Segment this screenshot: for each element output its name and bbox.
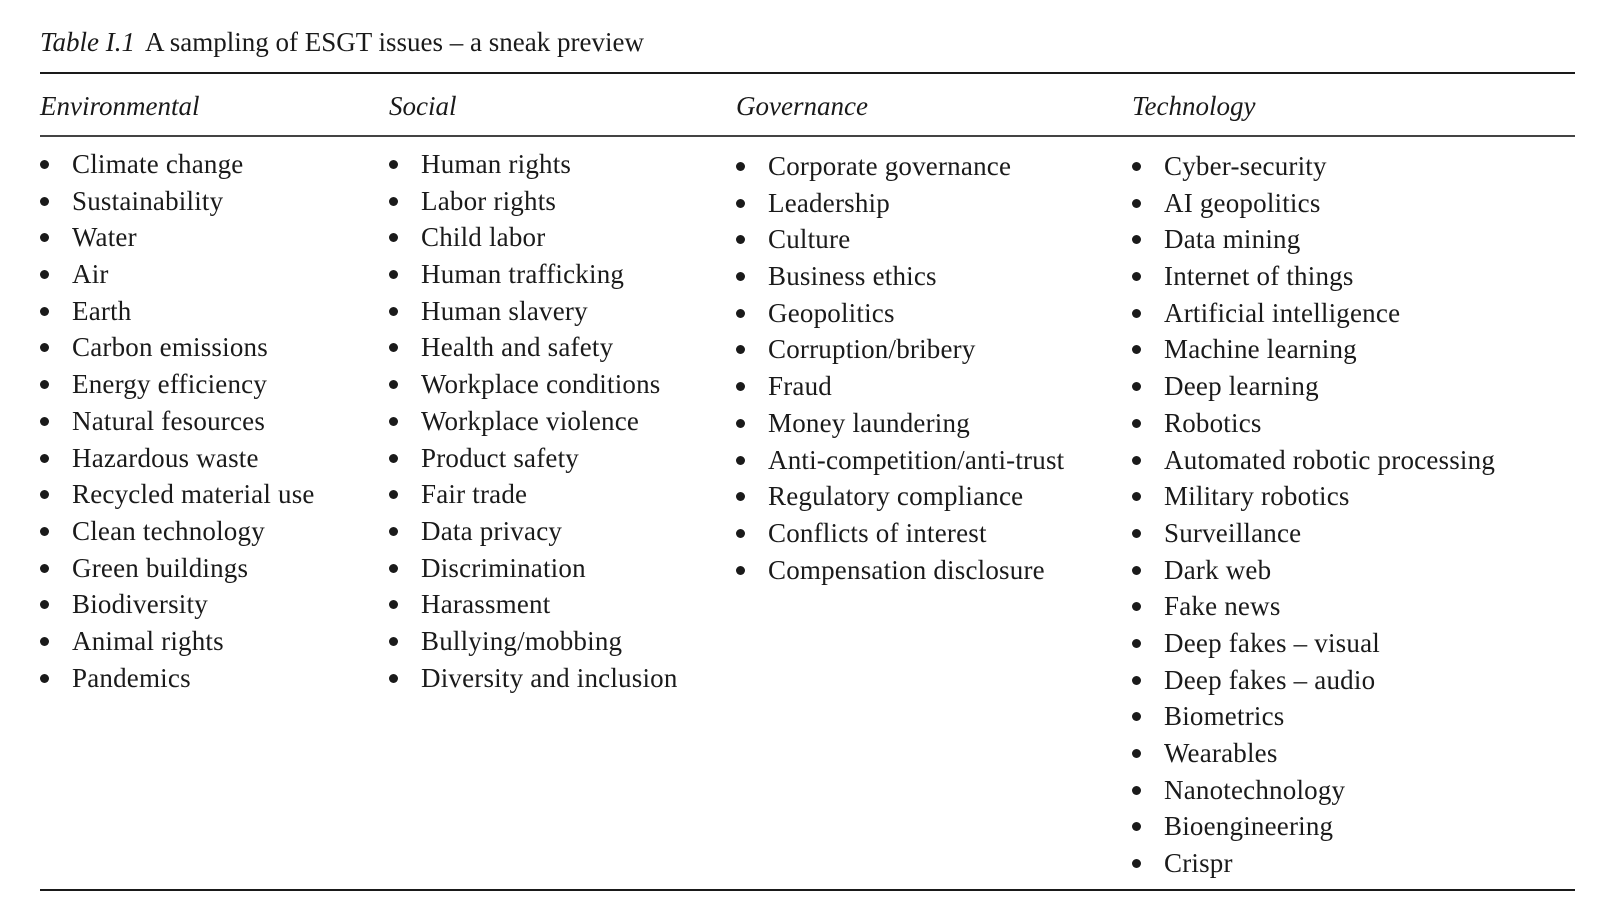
list-item-text: Water (72, 222, 137, 253)
list-item-text: Climate change (72, 149, 244, 179)
list-item (389, 440, 678, 477)
bullet-icon (1132, 235, 1141, 244)
list-item-text: Deep learning (1164, 371, 1319, 402)
list-item (736, 258, 1064, 295)
bullet-icon (1132, 272, 1141, 281)
list-item-text: Surveillance (1164, 517, 1302, 548)
bullet-icon (40, 197, 49, 206)
list-item (40, 183, 315, 220)
list-item (389, 586, 678, 623)
list-item (40, 586, 315, 623)
governance-list (736, 148, 1064, 588)
list-item (40, 660, 315, 697)
list-item (40, 146, 315, 183)
list-item-text: Cyber-security (1164, 151, 1327, 181)
bullet-icon (389, 380, 398, 389)
list-item (40, 403, 315, 440)
list-item (1132, 295, 1495, 332)
bullet-icon (40, 417, 49, 426)
social-list (389, 146, 678, 696)
list-item-text: Recycled material use (72, 479, 315, 510)
list-item (736, 478, 1064, 515)
bullet-icon (1132, 786, 1141, 795)
list-item (736, 331, 1064, 368)
bullet-icon (40, 637, 49, 646)
list-item-text: Natural fesources (72, 405, 266, 436)
list-item (40, 366, 315, 403)
list-item-text: Child labor (421, 222, 546, 253)
bullet-icon (40, 454, 49, 463)
list-item (389, 366, 678, 403)
bullet-icon (40, 380, 49, 389)
table-caption (40, 26, 644, 58)
list-item-text: Bioengineering (1164, 811, 1334, 842)
list-item-text: Dark web (1164, 554, 1272, 585)
bullet-icon (736, 382, 745, 391)
list-item (1132, 368, 1495, 405)
top-rule (40, 72, 1575, 74)
list-item-text: Automated robotic processing (1164, 444, 1496, 475)
list-item-text: Harassment (421, 589, 551, 620)
list-item (1132, 845, 1495, 882)
list-item-text: Clean technology (72, 515, 265, 546)
list-item (1132, 552, 1495, 589)
bullet-icon (1132, 345, 1141, 354)
list-item-text: Workplace conditions (421, 369, 661, 400)
technology-list (1132, 148, 1495, 882)
bullet-icon (389, 674, 398, 683)
list-item (1132, 515, 1495, 552)
list-item (40, 623, 315, 660)
bullet-icon (736, 235, 745, 244)
bullet-icon (736, 456, 745, 465)
list-item-text: AI geopolitics (1164, 187, 1321, 218)
bullet-icon (389, 637, 398, 646)
bullet-icon (1132, 529, 1141, 538)
list-item (40, 219, 315, 256)
list-item (1132, 808, 1495, 845)
list-item (389, 550, 678, 587)
list-item-text: Discrimination (421, 552, 586, 583)
list-item (40, 550, 315, 587)
list-item (1132, 625, 1495, 662)
list-item (1132, 772, 1495, 809)
list-item (389, 329, 678, 366)
list-item-text: Data privacy (421, 515, 563, 546)
list-item (1132, 331, 1495, 368)
bullet-icon (1132, 492, 1141, 501)
bullet-icon (736, 199, 745, 208)
list-item-text: Military robotics (1164, 481, 1350, 512)
list-item-text: Hazardous waste (72, 442, 259, 473)
bullet-icon (1132, 199, 1141, 208)
bullet-icon (389, 490, 398, 499)
list-item-text: Green buildings (72, 552, 249, 583)
bullet-icon (389, 233, 398, 242)
list-item-text: Corporate governance (768, 151, 1012, 181)
list-item-text: Business ethics (768, 261, 937, 292)
bullet-icon (40, 233, 49, 242)
list-item-text: Animal rights (72, 625, 224, 656)
bullet-icon (389, 454, 398, 463)
list-item (389, 660, 678, 697)
list-item-text: Carbon emissions (72, 332, 268, 363)
bullet-icon (736, 492, 745, 501)
bullet-icon (389, 197, 398, 206)
list-item (40, 293, 315, 330)
list-item-text: Product safety (421, 442, 580, 473)
bullet-icon (1132, 419, 1141, 428)
list-item (1132, 258, 1495, 295)
list-item-text: Wearables (1164, 738, 1278, 768)
list-item (1132, 698, 1495, 735)
bullet-icon (40, 307, 49, 316)
list-item-text: Deep fakes – audio (1164, 664, 1376, 695)
list-item (389, 183, 678, 220)
list-item-text: Air (72, 259, 109, 290)
list-item (736, 185, 1064, 222)
list-item-text: Compensation disclosure (768, 554, 1045, 585)
bullet-icon (736, 566, 745, 575)
bullet-icon (389, 307, 398, 316)
list-item (1132, 442, 1495, 479)
bullet-icon (1132, 382, 1141, 391)
list-item-text: Diversity and inclusion (421, 662, 678, 693)
list-item-text: Biometrics (1164, 701, 1285, 732)
table-caption-label: Table I.1 (40, 27, 136, 57)
bullet-icon (40, 343, 49, 352)
bullet-icon (736, 272, 745, 281)
bullet-icon (1132, 749, 1141, 758)
list-item (1132, 221, 1495, 258)
bullet-icon (736, 529, 745, 538)
list-item-text: Culture (768, 224, 851, 255)
list-item (389, 256, 678, 293)
list-item (736, 405, 1064, 442)
list-item-text: Sustainability (72, 185, 224, 216)
list-item-text: Data mining (1164, 224, 1301, 255)
bullet-icon (40, 490, 49, 499)
bullet-icon (389, 417, 398, 426)
list-item-text: Bullying/mobbing (421, 625, 623, 656)
bullet-icon (1132, 639, 1141, 648)
list-item (389, 476, 678, 513)
list-item-text: Human slavery (421, 295, 588, 326)
list-item-text: Fake news (1164, 591, 1281, 622)
list-item (389, 623, 678, 660)
bullet-icon (40, 674, 49, 683)
list-item-text: Earth (72, 295, 132, 326)
bullet-icon (40, 564, 49, 573)
bullet-icon (1132, 859, 1141, 868)
list-item (389, 293, 678, 330)
bullet-icon (40, 600, 49, 609)
column-header-governance: Governance (736, 91, 868, 121)
list-item-text: Nanotechnology (1164, 774, 1346, 805)
bullet-icon (1132, 456, 1141, 465)
list-item (40, 440, 315, 477)
list-item (389, 403, 678, 440)
list-item-text: Robotics (1164, 407, 1262, 438)
list-item-text: Machine learning (1164, 334, 1357, 365)
header-rule (40, 135, 1575, 137)
table-caption-title: A sampling of ESGT issues – a sneak preview (145, 27, 644, 57)
bullet-icon (40, 270, 49, 279)
list-item (40, 256, 315, 293)
list-item (1132, 405, 1495, 442)
bullet-icon (389, 600, 398, 609)
list-item (736, 552, 1064, 589)
list-item-text: Crispr (1164, 848, 1233, 879)
list-item (40, 513, 315, 550)
list-item-text: Anti-competition/anti-trust (768, 444, 1065, 475)
list-item (1132, 735, 1495, 772)
list-item-text: Fraud (768, 371, 832, 402)
list-item (736, 148, 1064, 185)
list-item-text: Human rights (421, 149, 572, 179)
list-item-text: Artificial intelligence (1164, 297, 1401, 328)
list-item (389, 513, 678, 550)
list-item-text: Regulatory compliance (768, 481, 1024, 512)
list-item-text: Corruption/bribery (768, 334, 976, 365)
list-item-text: Internet of things (1164, 261, 1354, 292)
bullet-icon (736, 162, 745, 171)
list-item (1132, 148, 1495, 185)
bullet-icon (389, 527, 398, 536)
bullet-icon (1132, 822, 1141, 831)
list-item (736, 515, 1064, 552)
bullet-icon (736, 419, 745, 428)
list-item-text: Human trafficking (421, 259, 625, 290)
list-item (736, 221, 1064, 258)
list-item (1132, 588, 1495, 625)
list-item-text: Leadership (768, 187, 890, 218)
list-item (1132, 478, 1495, 515)
bottom-rule (40, 889, 1575, 891)
bullet-icon (1132, 602, 1141, 611)
list-item (736, 368, 1064, 405)
list-item-text: Pandemics (72, 662, 191, 693)
bullet-icon (389, 160, 398, 169)
list-item-text: Health and safety (421, 332, 614, 363)
bullet-icon (389, 343, 398, 352)
list-item (736, 442, 1064, 479)
bullet-icon (1132, 712, 1141, 721)
bullet-icon (389, 270, 398, 279)
column-header-environmental: Environmental (40, 91, 200, 121)
environmental-list (40, 146, 315, 696)
list-item-text: Labor rights (421, 185, 557, 216)
list-item (389, 146, 678, 183)
list-item (389, 219, 678, 256)
bullet-icon (40, 527, 49, 536)
list-item-text: Geopolitics (768, 297, 895, 328)
list-item (40, 329, 315, 366)
bullet-icon (1132, 566, 1141, 575)
list-item (40, 476, 315, 513)
bullet-icon (1132, 162, 1141, 171)
list-item-text: Fair trade (421, 479, 528, 510)
bullet-icon (389, 564, 398, 573)
bullet-icon (40, 160, 49, 169)
list-item (1132, 662, 1495, 699)
list-item-text: Conflicts of interest (768, 517, 987, 548)
bullet-icon (736, 309, 745, 318)
list-item (1132, 185, 1495, 222)
list-item-text: Money laundering (768, 407, 970, 438)
bullet-icon (1132, 676, 1141, 685)
column-header-technology: Technology (1132, 91, 1256, 121)
list-item (736, 295, 1064, 332)
list-item-text: Deep fakes – visual (1164, 627, 1380, 658)
list-item-text: Energy efficiency (72, 369, 268, 400)
list-item-text: Biodiversity (72, 589, 208, 620)
column-header-social: Social (389, 91, 457, 121)
bullet-icon (736, 345, 745, 354)
table-page (40, 0, 1575, 918)
list-item-text: Workplace violence (421, 405, 640, 436)
bullet-icon (1132, 309, 1141, 318)
